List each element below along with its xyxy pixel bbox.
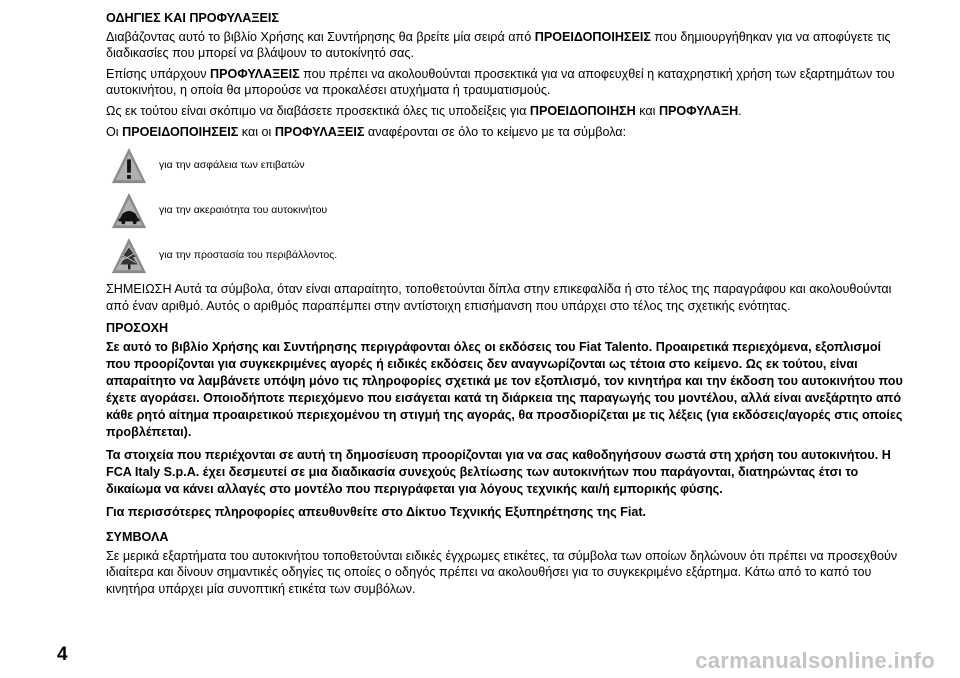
watermark-text: carmanualsonline.info (695, 648, 935, 673)
section-title-caution: ΠΡΟΣΟΧΗ (106, 321, 169, 336)
symbols-paragraph: Σε μερικά εξαρτήματα του αυτοκινήτου τοποθετούνται ειδικές έγχρωμες ετικέτες, τα σύμβολα των οποίων δηλώνουν ότι πρέπει να προσεχθούν ιδιαίτερα και δίνουν σημαντικές οδηγίες τις οποίες ο οδηγός πρέπει να ακολουθήσει για το συγκεκριμένο εξάρτημα. Κάτω από το καπό του κινητήρα υπάρχει μία συνοπτική ετικέτα των συμβόλων. (106, 548, 898, 596)
emphasis-precautions: ΠΡΟΦΥΛΑΞΕΙΣ (210, 66, 300, 81)
paragraph-symbols-ref: Οι ΠΡΟΕΙΔΟΠΟΙΗΣΕΙΣ και οι ΠΡΟΦΥΛΑΞΕΙΣ αναφέρονται σε όλο το κείμενο με τα σύμβολα: (106, 124, 627, 139)
note-paragraph: ΣΗΜΕΙΩΣΗ Αυτά τα σύμβολα, όταν είναι απαραίτητο, τοποθετούνται δίπλα στην επικεφαλίδα ή στο τέλος της παραγράφου και ακολουθούνται από έναν αριθμό. Αυτός ο αριθμός παραπέμπει στην αντίστοιχη επισήμανση που υπάρχει στο τέλος της σχετικής ενότητας. (106, 282, 892, 313)
emphasis-warning: ΠΡΟΕΙΔΟΠΟΙΗΣΗ (529, 103, 636, 118)
symbol-row-vehicle-integrity (106, 189, 906, 232)
page-number: 4 (57, 644, 68, 665)
paragraph-read-carefully: Ως εκ τούτου είναι σκόπιμο να διαβάσετε προσεκτικά όλες τις υποδείξεις για ΠΡΟΕΙΔΟΠΟΙΗΣΗ και ΠΡΟΦΥΛΑΞΗ. (106, 103, 742, 118)
paragraph-precautions-intro: Επίσης υπάρχουν ΠΡΟΦΥΛΑΞΕΙΣ που πρέπει να ακολουθούνται προσεκτικά για να αποφευχθεί η καταχρηστική χρήση των εξαρτημάτων του αυτοκινήτου, η οποία θα μπορούσε να προκαλέσει ατυχήματα ή τραυματισμούς. (106, 66, 895, 98)
emphasis-warnings: ΠΡΟΕΙΔΟΠΟΙΗΣΕΙΣ (534, 29, 651, 44)
symbol-row-environment (106, 234, 906, 277)
symbol-label: για την προστασία του περιβάλλοντος. (159, 249, 338, 262)
symbol-label: για την ασφάλεια των επιβατών (159, 159, 305, 172)
emphasis-warnings-2: ΠΡΟΕΙΔΟΠΟΙΗΣΕΙΣ (122, 124, 239, 139)
caution-paragraph-versions: Σε αυτό το βιβλίο Χρήσης και Συντήρησης περιγράφονται όλες οι εκδόσεις του Fiat Talento. Προαιρετικά περιεχόμενα, εξοπλισμοί που προορίζονται για συγκεκριμένες αγορές ή ειδικές εκδόσεις δεν αναγνωρίζονται ως τέτοια στο κείμενο. Ως εκ τούτου, είναι απαραίτητο να λαμβάνετε υπόψη μόνο τις πληροφορίες σχετικά με τον εξοπλισμό, τον κινητήρα και την έκδοση του αυτοκινήτου που έχετε αγοράσει. Οποιοδήποτε περιεχόμενο που εισάγεται κατά τη διάρκεια της παραγωγής του μοντέλου, αλλά είναι ανεξάρτητο από κάθε ρητό αίτημα προαιρετικού περιεχομένου τη στιγμή της αγοράς, θα προσδιορίζεται με τις λέξεις (για εκδόσεις/αγορές στις οποίες προβλέπεται). (106, 339, 903, 439)
exclamation-warning-icon (110, 146, 148, 186)
page-content (106, 10, 906, 601)
section-title-instructions: ΟΔΗΓΙΕΣ ΚΑΙ ΠΡΟΦΥΛΑΞΕΙΣ (106, 11, 279, 25)
car-warning-icon (110, 191, 148, 231)
paragraph-warnings-intro: Διαβάζοντας αυτό το βιβλίο Χρήσης και Συντήρησης θα βρείτε μία σειρά από ΠΡΟΕΙΔΟΠΟΙΗΣΕΙΣ που δημιουργήθηκαν για να αποφύγετε τις διαδικασίες που μπορεί να βλάψουν το αυτοκίνητό σας. (106, 29, 891, 61)
emphasis-precautions-2: ΠΡΟΦΥΛΑΞΕΙΣ (274, 124, 365, 139)
section-title-symbols: ΣΥΜΒΟΛΑ (106, 529, 169, 544)
emphasis-precaution: ΠΡΟΦΥΛΑΞΗ (658, 103, 739, 118)
caution-paragraph-service: Για περισσότερες πληροφορίες απευθυνθείτε στο Δίκτυο Τεχνικής Εξυπηρέτησης της Fiat. (106, 504, 647, 519)
caution-paragraph-publication: Τα στοιχεία που περιέχονται σε αυτή τη δημοσίευση προορίζονται για να σας καθοδηγήσουν σωστά στη χρήση του αυτοκινήτου. Η FCA Italy S.p.A. έχει δεσμευτεί σε μια διαδικασία συνεχούς βελτίωσης των αυτοκινήτων που παράγονται, διατηρώντας έτσι το δικαίωμα να κάνει αλλαγές στο μοντέλο που περιγράφεται για λόγους τεχνικής και/ή εμπορικής φύσης. (106, 447, 891, 496)
symbol-row-passenger-safety (106, 144, 906, 187)
symbol-label: για την ακεραιότητα του αυτοκινήτου (159, 204, 328, 217)
tree-warning-icon (110, 236, 148, 276)
